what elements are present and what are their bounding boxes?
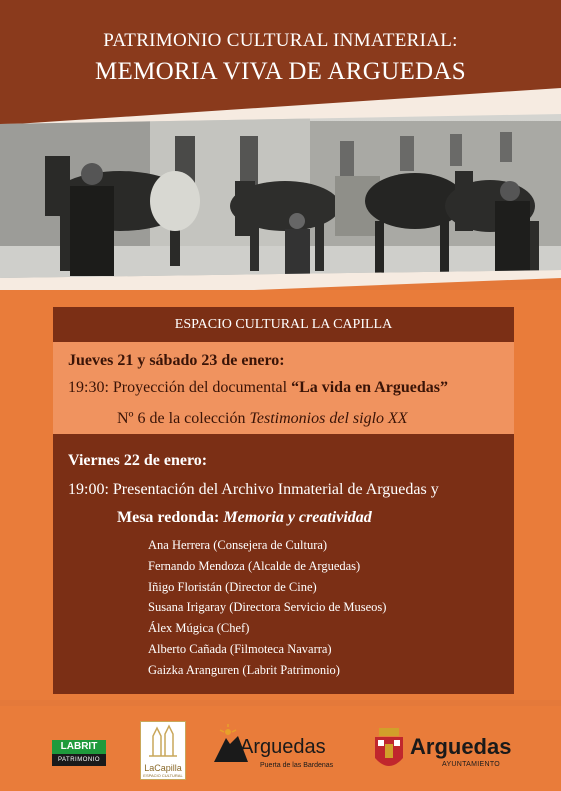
labrit-logo xyxy=(52,740,106,766)
participant-item: Fernando Mendoza (Alcalde de Arguedas) xyxy=(148,559,361,573)
lacapilla-logo xyxy=(140,721,186,780)
event2-description: 19:00: Presentación del Archivo Inmaterial de Arguedas y xyxy=(68,481,439,498)
ayuntamiento-name: Arguedas xyxy=(410,734,512,759)
event1-collection-prefix: Nº 6 de la colección xyxy=(117,410,250,427)
participant-item: Susana Irigaray (Directora Servicio de Museos) xyxy=(148,600,387,614)
sponsor-logos xyxy=(0,706,561,791)
chapel-icon xyxy=(141,722,185,758)
participant-item: Álex Múgica (Chef) xyxy=(148,621,250,635)
participant-item: Alberto Cañada (Filmoteca Navarra) xyxy=(148,642,332,656)
arguedas-tourism-name: Arguedas xyxy=(240,736,326,758)
labrit-logo-bottom: PATRIMONIO xyxy=(52,754,106,766)
event2-date: Viernes 22 de enero: xyxy=(68,452,208,469)
event1-time-text: 19:30: Proyección del documental xyxy=(68,379,292,396)
event1-description xyxy=(68,379,448,397)
ayuntamiento-logo xyxy=(372,728,522,776)
historic-photo xyxy=(0,96,561,286)
event1-collection-name: Testimonios del siglo XX xyxy=(249,410,408,427)
historic-photo-image xyxy=(0,96,561,286)
title-line-1: PATRIMONIO CULTURAL INMATERIAL: xyxy=(103,30,458,51)
venue-banner: ESPACIO CULTURAL LA CAPILLA xyxy=(53,307,514,342)
event1-dates: Jueves 21 y sábado 23 de enero: xyxy=(68,352,285,369)
round-table-label: Mesa redonda: xyxy=(117,509,224,526)
event1-film-title: “La vida en Arguedas” xyxy=(291,379,448,396)
arguedas-tourism-sub: Puerta de las Bardenas xyxy=(260,762,334,769)
lacapilla-name: LaCapilla xyxy=(144,763,182,773)
arguedas-tourism-logo xyxy=(210,724,340,774)
ayuntamiento-sub: AYUNTAMIENTO xyxy=(442,761,501,768)
round-table-title: Memoria y creatividad xyxy=(223,509,372,526)
labrit-logo-top: LABRIT xyxy=(52,740,106,754)
event1-collection xyxy=(117,410,408,428)
title-line-2: MEMORIA VIVA DE ARGUEDAS xyxy=(95,58,466,85)
event2-round-table xyxy=(117,509,372,527)
participant-item: Iñigo Floristán (Director de Cine) xyxy=(148,580,317,594)
participant-item: Gaizka Aranguren (Labrit Patrimonio) xyxy=(148,663,340,677)
participant-item: Ana Herrera (Consejera de Cultura) xyxy=(148,538,328,552)
lacapilla-sub: ESPACIO CULTURAL xyxy=(143,773,183,778)
coat-of-arms-icon xyxy=(372,728,406,774)
